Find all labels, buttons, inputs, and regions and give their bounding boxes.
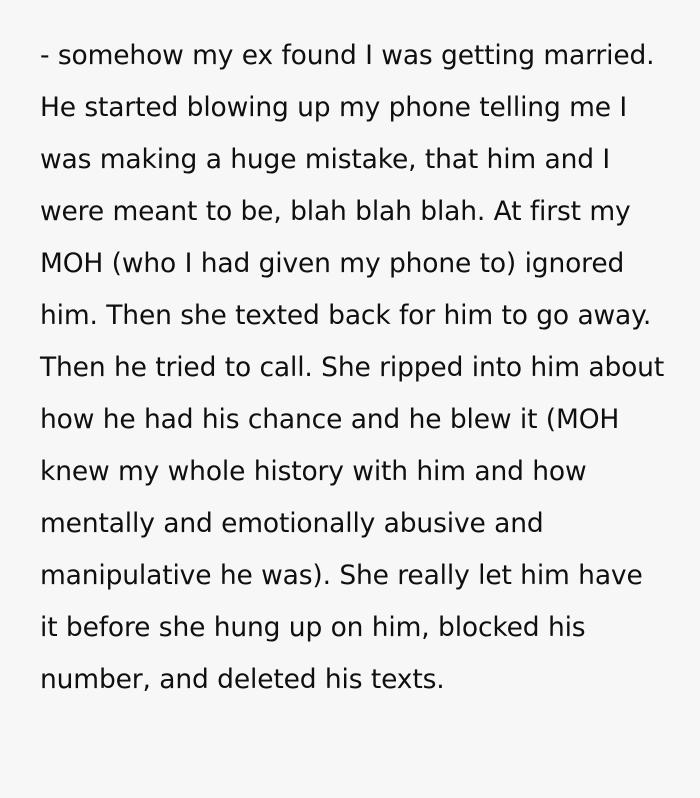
story-body-text: - somehow my ex found I was getting married. He started blowing up my phone telling me I was making a huge mistake, that him and I were meant to be, blah blah blah. At first my MOH (who I had given my phone to) ignored him. Then she texted back for him to go away. Then he tried to call. She ripped into him about how he had his chance and he blew it (MOH knew my whole history with him and how mentally and emotionally abusive and manipulative he was). She really let him have it before she hung up on him, blocked his number, and deleted his texts. bbox=[40, 40, 673, 695]
